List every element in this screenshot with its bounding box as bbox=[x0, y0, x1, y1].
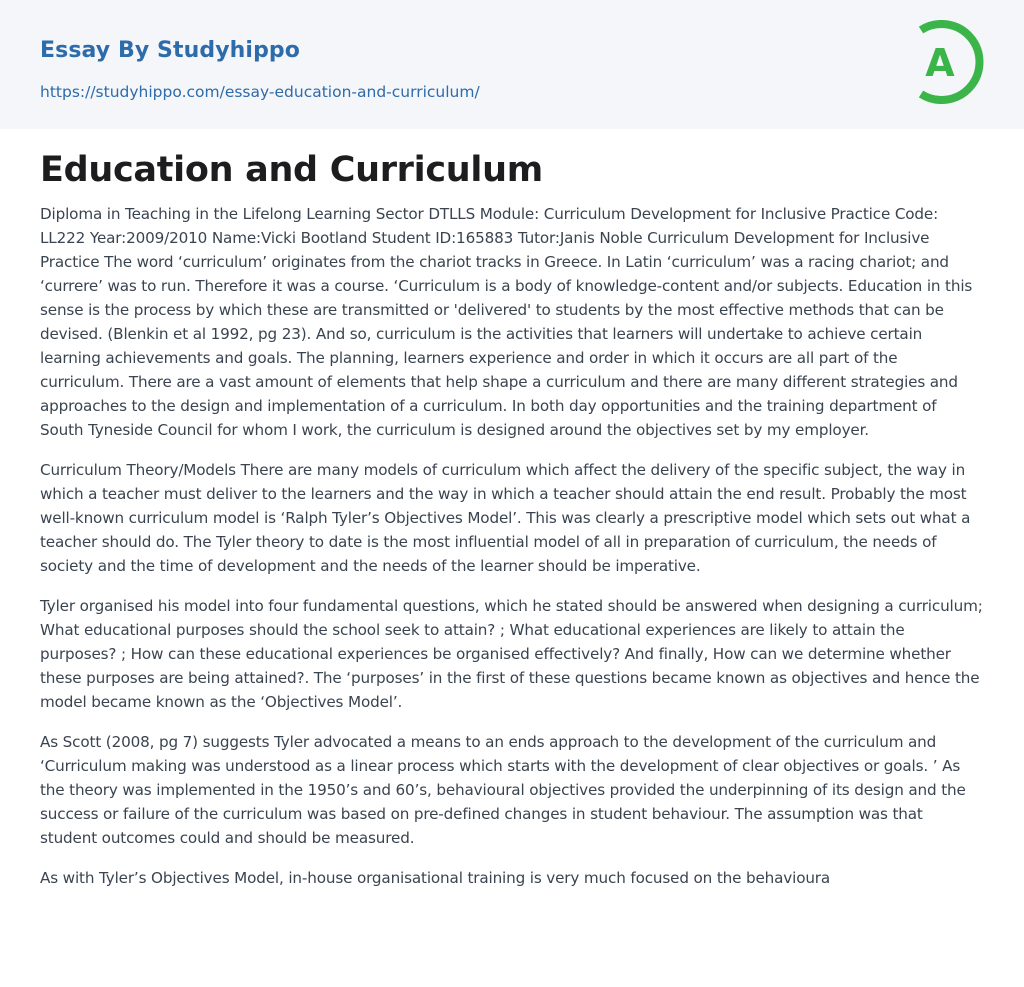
article bbox=[0, 129, 1024, 890]
article-paragraph: As with Tyler’s Objectives Model, in-house organisational training is very much focused on the behavioura bbox=[40, 868, 831, 887]
article-paragraph: Diploma in Teaching in the Lifelong Learning Sector DTLLS Module: Curriculum Development for Inclusive Practice Code: LL222 Year:2009/2010 Name:Vicki Bootland Student ID:165883 Tutor:Janis Noble Curriculum Development for Inclusive Practice The word ‘curriculum’ originates from the chariot tracks in Greece. In Latin ‘curriculum’ was a racing chariot; and ‘currere’ was to run. Therefore it was a course. ‘Curriculum is a body of knowledge-content and/or subjects. Education in this sense is the process by which these are transmitted or 'delivered' to students by the most effective methods that can be devised. (Blenkin et al 1992, pg 23). And so, curriculum is the activities that learners will undertake to achieve certain learning achievements and goals. The planning, learners experience and order in which it occurs are all part of the curriculum. There are a vast amount of elements that help shape a curriculum and there are many different strategies and approaches to the design and implementation of a curriculum. In both day opportunities and the training department of South Tyneside Council for whom I work, the curriculum is designed around the objectives set by my employer. bbox=[40, 204, 973, 439]
article-paragraph: Tyler organised his model into four fundamental questions, which he stated should be answered when designing a curriculum; What educational purposes should the school seek to attain? ; What educational experiences are likely to attain the purposes? ; How can these educational experiences be organised effectively? And finally, How can we determine whether these purposes are being attained?. The ‘purposes’ in the first of these questions became known as objectives and hence the model became known as the ‘Objectives Model’. bbox=[40, 596, 983, 711]
studyhippo-logo-icon[interactable] bbox=[912, 20, 986, 104]
site-brand[interactable]: Essay By Studyhippo bbox=[40, 38, 300, 63]
article-paragraph: Curriculum Theory/Models There are many models of curriculum which affect the delivery of the specific subject, the way in which a teacher must deliver to the learners and the way in which a teacher should attain the end result. Probably the most well-known curriculum model is ‘Ralph Tyler’s Objectives Model’. This was clearly a prescriptive model which sets out what a teacher should do. The Tyler theory to date is the most influential model of all in preparation of curriculum, the needs of society and the time of development and the needs of the learner should be imperative. bbox=[40, 460, 971, 575]
site-header bbox=[0, 0, 1024, 129]
article-paragraph: As Scott (2008, pg 7) suggests Tyler advocated a means to an ends approach to the development of the curriculum and ‘Curriculum making was understood as a linear process which starts with the development of clear objectives or goals. ’ As the theory was implemented in the 1950’s and 60’s, behavioural objectives provided the underpinning of its design and the success or failure of the curriculum was based on pre-defined changes in student behaviour. The assumption was that student outcomes could and should be measured. bbox=[40, 732, 966, 847]
article-title: Education and Curriculum bbox=[40, 150, 543, 190]
logo-letter: A bbox=[925, 41, 955, 85]
page-url-link[interactable]: https://studyhippo.com/essay-education-and-curriculum/ bbox=[40, 83, 480, 101]
